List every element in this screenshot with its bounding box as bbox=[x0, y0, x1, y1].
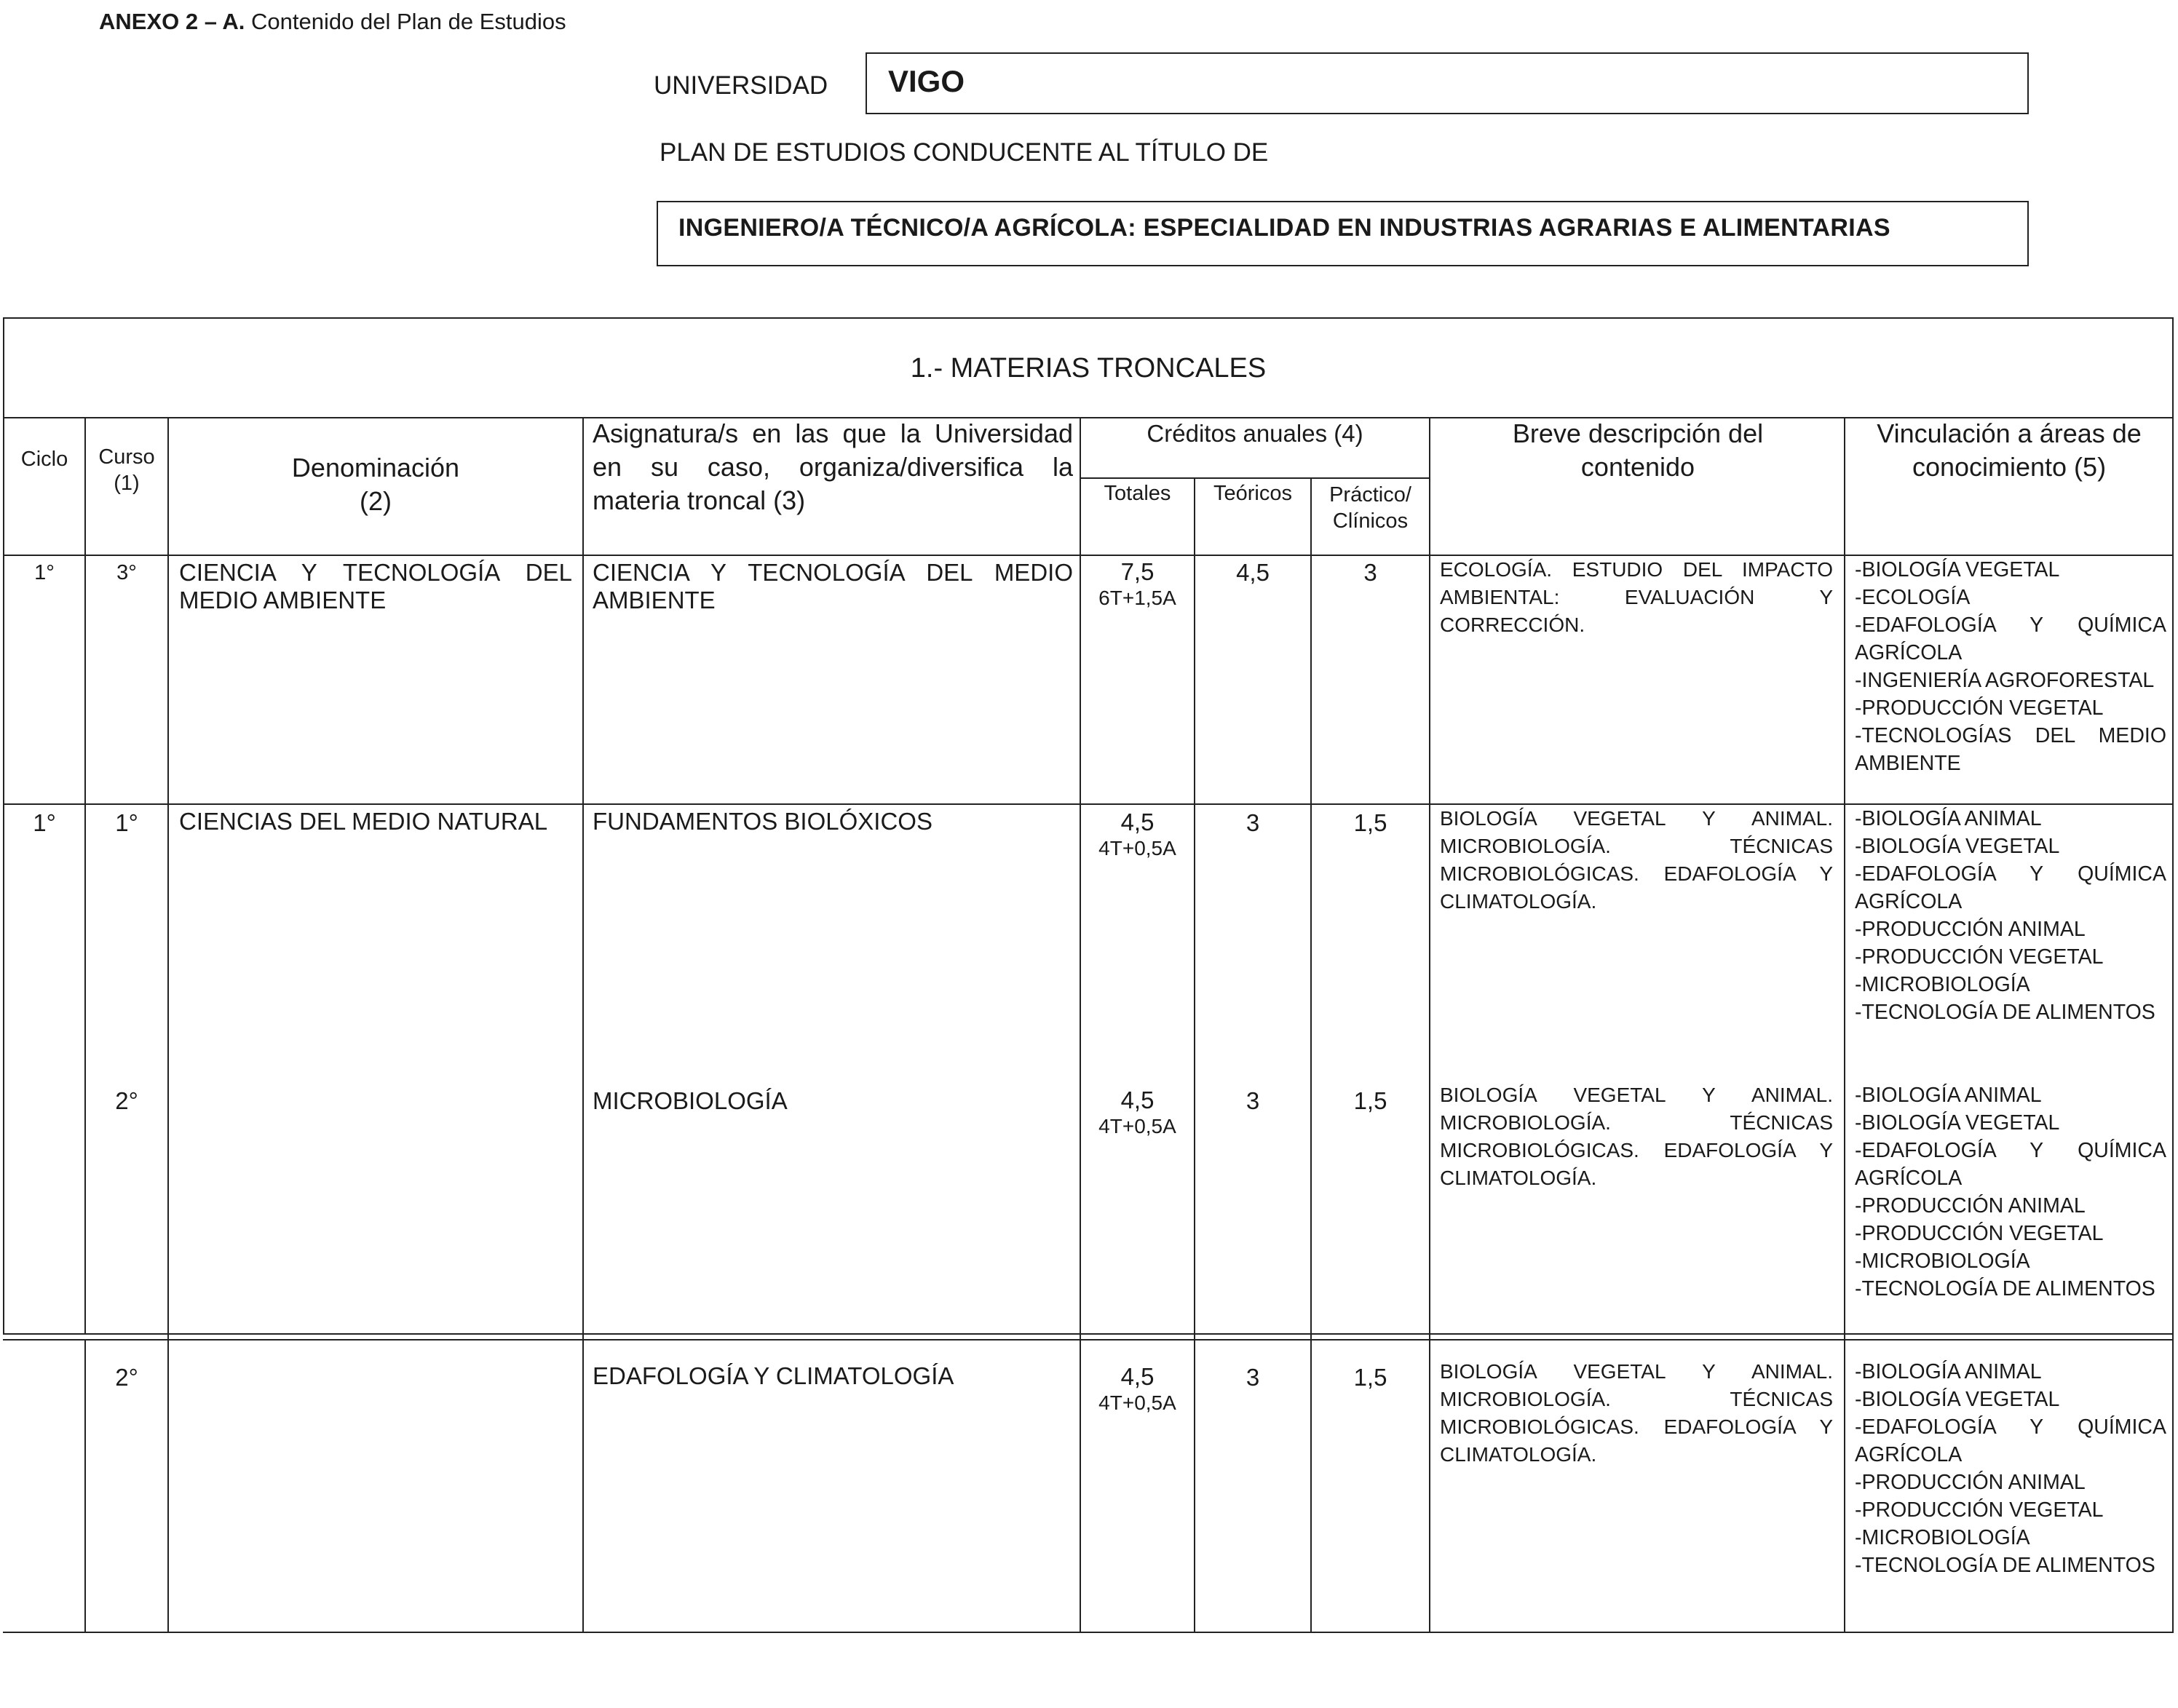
cell-descripcion: BIOLOGÍA VEGETAL Y ANIMAL. MICROBIOLOGÍA. TÉCNICAS MICROBIOLÓGICAS. EDAFOLOGÍA Y CLIMATOLOGÍA. bbox=[1440, 1084, 1833, 1189]
cell-curso: 3° bbox=[116, 561, 137, 584]
cell-descripcion: BIOLOGÍA VEGETAL Y ANIMAL. MICROBIOLOGÍA. TÉCNICAS MICROBIOLÓGICAS. EDAFOLOGÍA Y CLIMATOLOGÍA. bbox=[1440, 807, 1833, 913]
header-creditos: Créditos anuales (4) bbox=[1147, 420, 1363, 447]
section-title: 1.- MATERIAS TRONCALES bbox=[910, 353, 1267, 384]
cell-totales bbox=[1081, 1087, 1194, 1140]
cell-ciclo: 1° bbox=[33, 809, 56, 836]
university-value: VIGO bbox=[888, 64, 965, 98]
cell-totales-value: 4,5 bbox=[1120, 809, 1155, 835]
cell-totales-split: 4T+0,5A bbox=[1098, 1115, 1176, 1137]
cell-teoricos: 3 bbox=[1246, 1364, 1260, 1391]
cell-areas: -BIOLOGÍA VEGETAL -ECOLOGÍA -EDAFOLOGÍA Y QUÍMICA AGRÍCOLA -INGENIERÍA AGROFORESTAL -PRODUCCIÓN VEGETAL -TECNOLOGÍAS DEL MEDIO AMBIENTE bbox=[1855, 558, 2166, 775]
cell-totales-split: 4T+0,5A bbox=[1098, 1391, 1176, 1414]
cell-curso: 2° bbox=[115, 1087, 138, 1114]
cell-totales-split: 4T+0,5A bbox=[1098, 837, 1176, 859]
cell-totales bbox=[1081, 809, 1194, 862]
cell-areas: -BIOLOGÍA ANIMAL -BIOLOGÍA VEGETAL -EDAFOLOGÍA Y QUÍMICA AGRÍCOLA -PRODUCCIÓN ANIMAL -PRODUCCIÓN VEGETAL -MICROBIOLOGÍA -TECNOLOGÍA DE ALIMENTOS bbox=[1855, 807, 2166, 1024]
cell-practicos: 1,5 bbox=[1353, 809, 1387, 836]
cell-practicos: 3 bbox=[1363, 559, 1377, 586]
header-curso: Curso (1) bbox=[98, 445, 155, 495]
cell-denominacion: CIENCIA Y TECNOLOGÍA DEL MEDIO AMBIENTE bbox=[179, 559, 572, 613]
cell-totales-split: 6T+1,5A bbox=[1098, 587, 1176, 609]
cell-asignatura: MICROBIOLOGÍA bbox=[593, 1087, 788, 1114]
cell-totales-value: 4,5 bbox=[1120, 1087, 1155, 1113]
header-totales: Totales bbox=[1104, 482, 1171, 505]
cell-totales bbox=[1081, 1364, 1194, 1416]
header-denominacion: Denominación (2) bbox=[291, 453, 460, 516]
degree-title: INGENIERO/A TÉCNICO/A AGRÍCOLA: ESPECIALIDAD EN INDUSTRIAS AGRARIAS E ALIMENTARIAS bbox=[678, 214, 1890, 242]
header-teoricos: Teóricos bbox=[1213, 482, 1292, 505]
university-box bbox=[866, 52, 2029, 114]
cell-curso: 2° bbox=[115, 1364, 138, 1391]
cell-practicos: 1,5 bbox=[1353, 1087, 1387, 1114]
cell-curso: 1° bbox=[115, 809, 138, 836]
header-ciclo: Ciclo bbox=[20, 448, 68, 471]
cell-asignatura: CIENCIA Y TECNOLOGÍA DEL MEDIO AMBIENTE bbox=[593, 559, 1073, 613]
cell-areas: -BIOLOGÍA ANIMAL -BIOLOGÍA VEGETAL -EDAFOLOGÍA Y QUÍMICA AGRÍCOLA -PRODUCCIÓN ANIMAL -PRODUCCIÓN VEGETAL -MICROBIOLOGÍA -TECNOLOGÍA DE ALIMENTOS bbox=[1855, 1360, 2166, 1577]
cell-teoricos: 3 bbox=[1246, 809, 1260, 836]
header-vinculacion: Vinculación a áreas de conocimiento (5) bbox=[1877, 418, 2142, 482]
cell-descripcion: BIOLOGÍA VEGETAL Y ANIMAL. MICROBIOLOGÍA. TÉCNICAS MICROBIOLÓGICAS. EDAFOLOGÍA Y CLIMATOLOGÍA. bbox=[1440, 1360, 1833, 1466]
header-practicos: Práctico/ Clínicos bbox=[1329, 483, 1411, 533]
annex-heading: ANEXO 2 – A. Contenido del Plan de Estudios bbox=[99, 9, 566, 34]
cell-totales bbox=[1081, 559, 1194, 611]
cell-asignatura: FUNDAMENTOS BIOLÓXICOS bbox=[593, 808, 932, 835]
cell-totales-value: 7,5 bbox=[1120, 558, 1155, 585]
header-asignatura: Asignatura/s en las que la Universidad en su caso, organiza/diversifica la materia troncal (3) bbox=[593, 418, 1073, 515]
university-label: UNIVERSIDAD bbox=[654, 71, 828, 100]
cell-teoricos: 3 bbox=[1246, 1087, 1260, 1114]
header-descripcion: Breve descripción del contenido bbox=[1512, 418, 1764, 482]
cell-denominacion: CIENCIAS DEL MEDIO NATURAL bbox=[179, 808, 548, 835]
cell-practicos: 1,5 bbox=[1353, 1364, 1387, 1391]
cell-descripcion: ECOLOGÍA. ESTUDIO DEL IMPACTO AMBIENTAL: EVALUACIÓN Y CORRECCIÓN. bbox=[1440, 558, 1833, 636]
cell-areas: -BIOLOGÍA ANIMAL -BIOLOGÍA VEGETAL -EDAFOLOGÍA Y QUÍMICA AGRÍCOLA -PRODUCCIÓN ANIMAL -PRODUCCIÓN VEGETAL -MICROBIOLOGÍA -TECNOLOGÍA DE ALIMENTOS bbox=[1855, 1084, 2166, 1300]
plan-label: PLAN DE ESTUDIOS CONDUCENTE AL TÍTULO DE bbox=[660, 138, 1269, 167]
cell-ciclo: 1° bbox=[34, 561, 55, 584]
cell-asignatura: EDAFOLOGÍA Y CLIMATOLOGÍA bbox=[593, 1362, 954, 1389]
cell-totales-value: 4,5 bbox=[1120, 1363, 1155, 1390]
cell-teoricos: 4,5 bbox=[1236, 559, 1270, 586]
